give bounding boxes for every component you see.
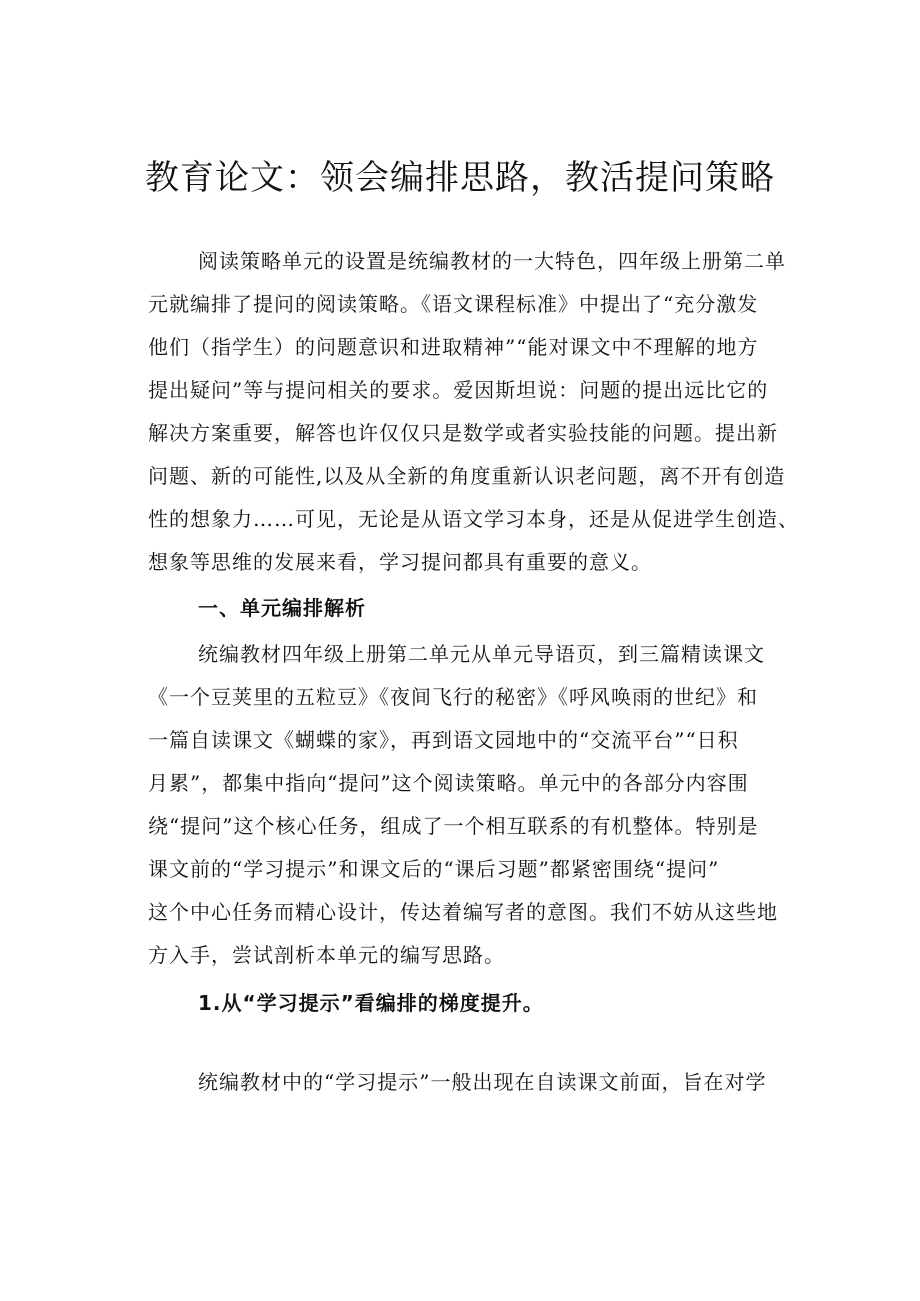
paragraph-2-line-7: 这个中心任务而精心设计，传达着编写者的意图。我们不妨从这些地: [148, 900, 778, 924]
paragraph-2-line-6: 课文前的“学习提示”和课文后的“课后习题”都紧密围绕“提问”: [148, 857, 720, 881]
paragraph-2-line-4: 月累”，都集中指向“提问”这个阅读策略。单元中的各部分内容围: [148, 771, 749, 795]
paragraph-1-line-2: 元就编排了提问的阅读策略。《语文课程标准》中提出了“充分激发: [148, 292, 759, 316]
paragraph-1-line-1: 阅读策略单元的设置是统编教材的一大特色，四年级上册第二单: [198, 249, 786, 273]
paragraph-3-line-1: 统编教材中的“学习提示”一般出现在自读课文前面，旨在对学: [198, 1070, 767, 1094]
paragraph-1-line-8: 想象等思维的发展来看，学习提问都具有重要的意义。: [148, 550, 652, 574]
paragraph-1-line-7: 性的想象力……可见，无论是从语文学习本身，还是从促进学生创造、: [148, 507, 799, 531]
paragraph-2-line-1: 统编教材四年级上册第二单元从单元导语页，到三篇精读课文: [198, 642, 765, 666]
paragraph-1-line-6: 问题、新的可能性,以及从全新的角度重新认识老问题，离不开有创造: [148, 464, 786, 488]
paragraph-1-line-4: 提出疑问”等与提问相关的要求。爱因斯坦说：问题的提出远比它的: [148, 378, 769, 402]
document-title: 教育论文：领会编排思路，教活提问策略: [145, 158, 775, 198]
paragraph-2-line-3: 一篇自读课文《蝴蝶的家》，再到语文园地中的“交流平台”“日积: [148, 728, 739, 752]
paragraph-2-line-2: 《一个豆荚里的五粒豆》《夜间飞行的秘密》《呼风唤雨的世纪》和: [148, 685, 758, 709]
paragraph-2-line-5: 绕“提问”这个核心任务，组成了一个相互联系的有机整体。特别是: [148, 814, 759, 838]
paragraph-1-line-3: 他们（指学生）的问题意识和进取精神”“能对课文中不理解的地方: [148, 335, 759, 359]
paragraph-2-line-8: 方入手，尝试剖析本单元的编写思路。: [148, 943, 505, 967]
section-heading-1: 一、单元编排解析: [198, 596, 366, 620]
paragraph-1-line-5: 解决方案重要，解答也许仅仅只是数学或者实验技能的问题。提出新: [148, 421, 778, 445]
section-heading-2: 1.从“学习提示”看编排的梯度提升。: [198, 991, 544, 1015]
